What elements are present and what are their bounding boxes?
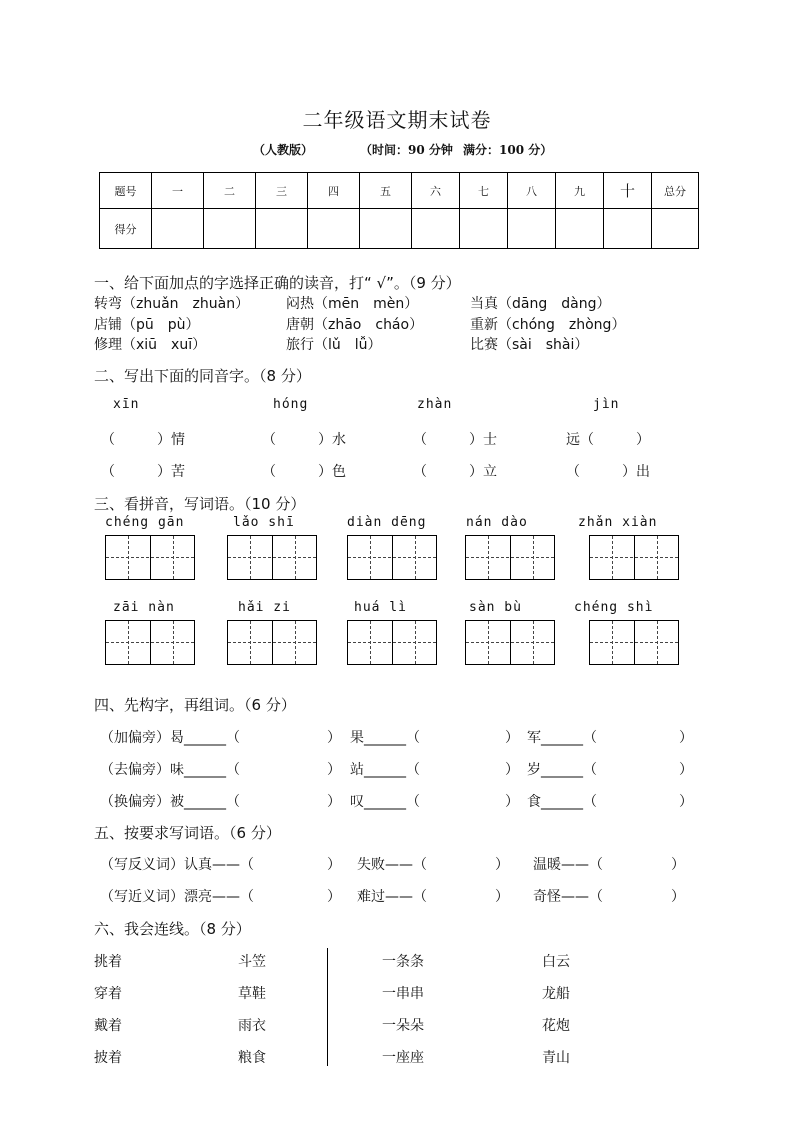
pinyin-label: chéng shì bbox=[574, 600, 654, 615]
radical-close: ） bbox=[505, 762, 519, 778]
writing-grid[interactable] bbox=[347, 535, 437, 580]
match-item[interactable]: 一串串 bbox=[382, 986, 424, 1002]
reading-item: 转弯（zhuǎn zhuàn） bbox=[94, 296, 250, 312]
score-header-cell: 六 bbox=[412, 173, 460, 209]
match-item[interactable]: 草鞋 bbox=[238, 986, 266, 1002]
pinyin-label: zāi nàn bbox=[113, 600, 175, 615]
score-cell[interactable] bbox=[412, 209, 460, 249]
score-header-cell: 二 bbox=[204, 173, 256, 209]
match-item[interactable]: 一座座 bbox=[382, 1050, 424, 1066]
match-item[interactable]: 穿着 bbox=[94, 986, 122, 1002]
match-item[interactable]: 龙船 bbox=[542, 986, 570, 1002]
radical-close: ） bbox=[327, 762, 341, 778]
score-cell[interactable] bbox=[604, 209, 652, 249]
section-3-title: 三、看拼音，写词语。（10 分） bbox=[94, 495, 306, 513]
match-item[interactable]: 披着 bbox=[94, 1050, 122, 1066]
word-close: ） bbox=[495, 857, 509, 873]
match-item[interactable]: 戴着 bbox=[94, 1018, 122, 1034]
word-close: ） bbox=[327, 889, 341, 905]
match-item[interactable]: 一朵朵 bbox=[382, 1018, 424, 1034]
writing-grid[interactable] bbox=[465, 620, 555, 665]
score-header-cell: 总分 bbox=[652, 173, 699, 209]
score-row-label: 得分 bbox=[100, 209, 152, 249]
score-cell[interactable] bbox=[652, 209, 699, 249]
writing-grid[interactable] bbox=[105, 535, 195, 580]
reading-item: 比赛（sài shài） bbox=[470, 337, 589, 353]
radical-close: ） bbox=[679, 794, 693, 810]
pinyin-label: hóng bbox=[273, 397, 309, 412]
edition-label: （人教版） bbox=[253, 143, 314, 157]
section-6-title: 六、我会连线。（8 分） bbox=[94, 920, 251, 938]
match-item[interactable]: 挑着 bbox=[94, 954, 122, 970]
match-item[interactable]: 斗笠 bbox=[238, 954, 266, 970]
radical-close: ） bbox=[505, 794, 519, 810]
match-item[interactable]: 粮食 bbox=[238, 1050, 266, 1066]
homophone-blank[interactable]: （ ）情 bbox=[101, 432, 185, 448]
homophone-blank[interactable]: （ ）出 bbox=[566, 464, 650, 480]
match-item[interactable]: 青山 bbox=[542, 1050, 570, 1066]
pinyin-label: hǎi zi bbox=[238, 600, 291, 615]
score-cell[interactable] bbox=[204, 209, 256, 249]
match-item[interactable]: 一条条 bbox=[382, 954, 424, 970]
section-2-title: 二、写出下面的同音字。（8 分） bbox=[94, 367, 311, 385]
word-item[interactable]: 奇怪——（ bbox=[533, 889, 603, 905]
pinyin-label: sàn bù bbox=[469, 600, 522, 615]
pinyin-label: huá lì bbox=[354, 600, 407, 615]
reading-item: 旅行（lǔ lǚ） bbox=[286, 337, 382, 353]
score-cell[interactable] bbox=[256, 209, 308, 249]
reading-item: 唐朝（zhāo cháo） bbox=[286, 317, 424, 333]
radical-item[interactable]: 岁______（ bbox=[527, 762, 597, 778]
writing-grid[interactable] bbox=[227, 535, 317, 580]
score-header-cell: 三 bbox=[256, 173, 308, 209]
score-cell[interactable] bbox=[308, 209, 360, 249]
score-header-cell: 一 bbox=[152, 173, 204, 209]
score-table bbox=[99, 172, 699, 249]
writing-grid[interactable] bbox=[105, 620, 195, 665]
full-score-label: 满分：100 分） bbox=[463, 143, 553, 157]
word-close: ） bbox=[495, 889, 509, 905]
word-item[interactable]: （写反义词）认真——（ bbox=[100, 857, 254, 873]
reading-item: 闷热（mēn mèn） bbox=[286, 296, 419, 312]
reading-item: 重新（chóng zhòng） bbox=[470, 317, 626, 333]
word-item[interactable]: 温暖——（ bbox=[533, 857, 603, 873]
homophone-blank[interactable]: （ ）立 bbox=[413, 464, 497, 480]
score-cell[interactable] bbox=[360, 209, 412, 249]
score-cell[interactable] bbox=[556, 209, 604, 249]
match-item[interactable]: 白云 bbox=[542, 954, 570, 970]
section-1-title: 一、给下面加点的字选择正确的读音，打“ √”。（9 分） bbox=[94, 274, 461, 292]
reading-item: 修理（xiū xuī） bbox=[94, 337, 207, 353]
score-cell[interactable] bbox=[508, 209, 556, 249]
reading-item: 店铺（pū pù） bbox=[94, 317, 200, 333]
radical-close: ） bbox=[679, 762, 693, 778]
pinyin-label: zhàn bbox=[417, 397, 453, 412]
homophone-blank[interactable]: （ ）士 bbox=[413, 432, 497, 448]
score-header-cell: 七 bbox=[460, 173, 508, 209]
divider-line bbox=[327, 948, 328, 1066]
match-item[interactable]: 花炮 bbox=[542, 1018, 570, 1034]
pinyin-label: diàn dēng bbox=[347, 515, 427, 530]
time-label: （时间：90 分钟 bbox=[360, 143, 453, 157]
section-5-title: 五、按要求写词语。（6 分） bbox=[94, 824, 281, 842]
score-header-cell: 八 bbox=[508, 173, 556, 209]
radical-item[interactable]: （换偏旁）被______（ bbox=[100, 794, 240, 810]
radical-item[interactable]: 军______（ bbox=[527, 730, 597, 746]
score-header-cell: 四 bbox=[308, 173, 360, 209]
score-header-cell: 题号 bbox=[100, 173, 152, 209]
homophone-blank[interactable]: （ ）色 bbox=[262, 464, 346, 480]
pinyin-label: lǎo shī bbox=[233, 515, 295, 530]
radical-item[interactable]: 食______（ bbox=[527, 794, 597, 810]
pinyin-label: xīn bbox=[113, 397, 140, 412]
word-item[interactable]: （写近义词）漂亮——（ bbox=[100, 889, 254, 905]
radical-item[interactable]: 站______（ bbox=[350, 762, 420, 778]
word-item[interactable]: 失败——（ bbox=[357, 857, 427, 873]
pinyin-label: nán dào bbox=[466, 515, 528, 530]
word-close: ） bbox=[671, 857, 685, 873]
pinyin-label: zhǎn xiàn bbox=[578, 515, 658, 530]
radical-item[interactable]: （去偏旁）味______（ bbox=[100, 762, 240, 778]
radical-close: ） bbox=[505, 730, 519, 746]
writing-grid[interactable] bbox=[589, 535, 679, 580]
radical-item[interactable]: （加偏旁）曷______（ bbox=[100, 730, 240, 746]
radical-close: ） bbox=[679, 730, 693, 746]
writing-grid[interactable] bbox=[589, 620, 679, 665]
writing-grid[interactable] bbox=[347, 620, 437, 665]
word-close: ） bbox=[671, 889, 685, 905]
pinyin-label: chéng gān bbox=[105, 515, 185, 530]
radical-item[interactable]: 果______（ bbox=[350, 730, 420, 746]
word-item[interactable]: 难过——（ bbox=[357, 889, 427, 905]
score-cell[interactable] bbox=[152, 209, 204, 249]
radical-item[interactable]: 叹______（ bbox=[350, 794, 420, 810]
reading-item: 当真（dāng dàng） bbox=[470, 296, 611, 312]
writing-grid[interactable] bbox=[227, 620, 317, 665]
match-item[interactable]: 雨衣 bbox=[238, 1018, 266, 1034]
writing-grid[interactable] bbox=[465, 535, 555, 580]
homophone-blank[interactable]: （ ）水 bbox=[262, 432, 346, 448]
homophone-blank[interactable]: （ ）苦 bbox=[101, 464, 185, 480]
pinyin-label: jìn bbox=[593, 397, 620, 412]
score-header-cell: 十 bbox=[604, 173, 652, 209]
score-cell[interactable] bbox=[460, 209, 508, 249]
score-header-cell: 五 bbox=[360, 173, 412, 209]
homophone-blank[interactable]: 远（ ） bbox=[566, 432, 650, 448]
section-4-title: 四、先构字，再组词。（6 分） bbox=[94, 696, 296, 714]
word-close: ） bbox=[327, 857, 341, 873]
score-header-cell: 九 bbox=[556, 173, 604, 209]
radical-close: ） bbox=[327, 794, 341, 810]
radical-close: ） bbox=[327, 730, 341, 746]
page-title: 二年级语文期末试卷 bbox=[302, 108, 492, 132]
